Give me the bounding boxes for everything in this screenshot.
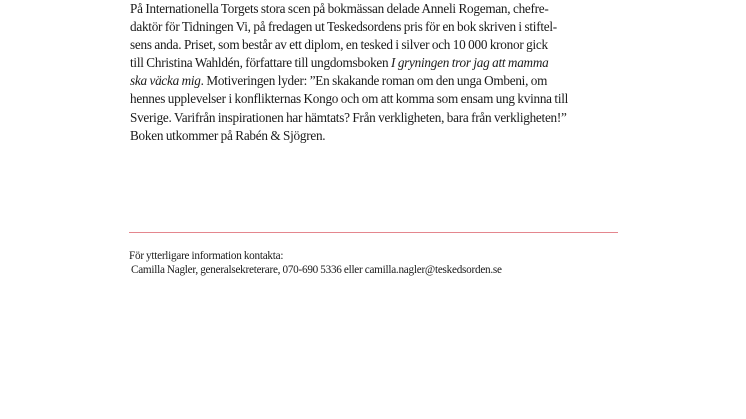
body-line xyxy=(130,72,622,90)
body-line xyxy=(130,54,622,72)
body-text-segment: . Motiveringen lyder: ”En skakande roman om den unga Ombeni, om xyxy=(200,73,548,89)
press-release-body xyxy=(130,0,622,145)
book-title-part-1: I gryningen tror jag att mamma xyxy=(391,55,549,71)
section-divider xyxy=(129,232,618,233)
body-line: Sverige. Varifrån inspirationen har hämtats? Från verkligheten, bara från verkligheten!” xyxy=(130,109,567,125)
body-line: Boken utkommer på Rabén & Sjögren. xyxy=(130,127,326,143)
contact-block xyxy=(129,249,629,278)
body-line: På Internationella Torgets stora scen på bokmässan delade Anneli Rogeman, chefre- xyxy=(130,1,549,16)
body-text-segment: till Christina Wahldén, författare till ungdomsboken xyxy=(130,55,392,71)
contact-heading: För ytterligare information kontakta: xyxy=(129,250,284,262)
body-line: sens anda. Priset, som består av ett diplom, en tesked i silver och 10 000 kronor gick xyxy=(130,37,548,53)
book-title-part-2: ska väcka mig xyxy=(130,73,201,89)
body-line: daktör för Tidningen Vi, på fredagen ut Teskedsordens pris för en bok skriven i stiftel- xyxy=(130,19,557,35)
body-line: hennes upplevelser i konflikternas Kongo och om att komma som ensam ung kvinna till xyxy=(130,91,569,107)
contact-details: Camilla Nagler, generalsekreterare, 070-690 5336 eller camilla.nagler@teskedsorden.se xyxy=(131,264,502,277)
